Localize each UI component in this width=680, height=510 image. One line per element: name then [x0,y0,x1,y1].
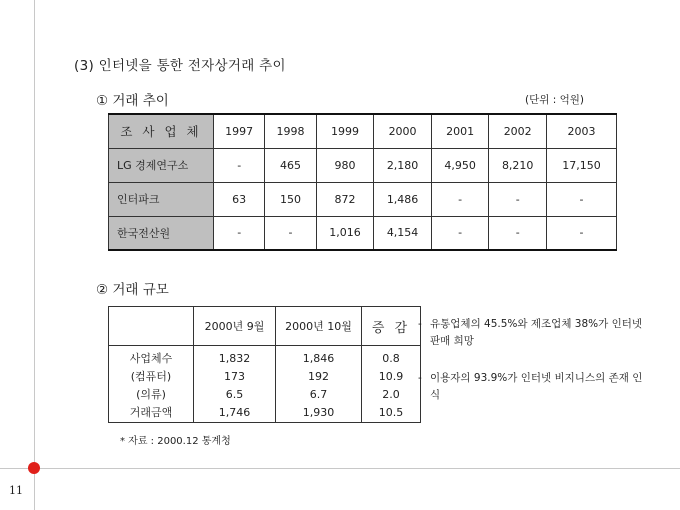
table-cell: - [546,182,616,216]
left-margin-line [34,0,35,510]
row-header: 한국전산원 [109,216,214,250]
table-cell: 980 [316,148,374,182]
table-cell: 173 [224,370,245,383]
table-cell: - [489,216,547,250]
trend-table [108,113,617,251]
table-cell: 2.0 [382,388,400,401]
table-cell: 1,746 [218,406,251,419]
part1-heading: ① 거래 추이 [96,93,169,109]
label-cell: 거래금액 [129,406,173,419]
table-cell: 4,950 [431,148,489,182]
oct-column [276,346,362,423]
table-cell: 8,210 [489,148,547,182]
trend-row-interpark [109,182,617,216]
column-header: 증 감 [362,307,421,346]
row-header: 인터파크 [109,182,214,216]
note-bullet: - [418,318,422,330]
table-cell: 465 [265,148,316,182]
trend-header-row [109,114,617,148]
table-cell: 1,930 [302,406,335,419]
year-header: 2003 [546,114,616,148]
table-cell: 150 [265,182,316,216]
unit-label: (단위 : 억원) [525,94,584,106]
source-note: * 자료 : 2000.12 통계청 [120,436,231,447]
table-cell: 1,832 [218,352,251,365]
page-number: 11 [9,484,23,497]
footer-red-dot [28,462,40,474]
year-header: 1997 [214,114,265,148]
year-header: 1998 [265,114,316,148]
column-header: 2000년 9월 [194,307,276,346]
note-text: 유통업체의 45.5%와 제조업체 38%가 인터넷 판매 희망 [430,318,643,347]
table-cell: - [489,182,547,216]
year-header: 2001 [431,114,489,148]
table-cell: 1,486 [374,182,432,216]
table-cell: 63 [214,182,265,216]
table-cell: 6.5 [225,388,244,401]
label-cell: (컴퓨터) [130,370,172,383]
year-header: 2002 [489,114,547,148]
change-column [362,346,421,423]
table-cell: 6.7 [309,388,328,401]
row-header: LG 경제연구소 [109,148,214,182]
table-cell: - [431,216,489,250]
footer-line [0,468,680,469]
note-awareness [418,370,650,404]
table-cell: - [546,216,616,250]
part2-heading: ② 거래 규모 [96,282,169,298]
note-retail [418,316,650,350]
volume-header-row [109,307,421,346]
volume-corner-cell [109,307,194,346]
table-cell: 10.9 [378,370,404,383]
label-cell: (의류) [136,388,166,401]
sep-column [194,346,276,423]
year-header: 1999 [316,114,374,148]
label-cell: 사업체수 [129,352,173,365]
trend-corner-cell: 조 사 업 체 [109,114,214,148]
table-cell: 17,150 [546,148,616,182]
table-cell: 4,154 [374,216,432,250]
volume-table [108,306,421,423]
table-cell: 192 [308,370,329,383]
table-cell: - [431,182,489,216]
table-cell: - [265,216,316,250]
column-header: 2000년 10월 [276,307,362,346]
table-cell: 0.8 [382,352,400,365]
section-title: (3) 인터넷을 통한 전자상거래 추이 [74,58,286,74]
table-cell: 872 [316,182,374,216]
note-bullet: - [418,372,422,384]
label-column [109,346,194,423]
trend-row-nca [109,216,617,250]
table-cell: 1,016 [316,216,374,250]
table-cell: - [214,216,265,250]
table-cell: 10.5 [378,406,404,419]
trend-row-lg [109,148,617,182]
table-cell: - [214,148,265,182]
volume-body-row [109,346,421,423]
table-cell: 1,846 [302,352,335,365]
note-text: 이용자의 93.9%가 인터넷 비지니스의 존재 인식 [430,372,643,401]
table-cell: 2,180 [374,148,432,182]
year-header: 2000 [374,114,432,148]
